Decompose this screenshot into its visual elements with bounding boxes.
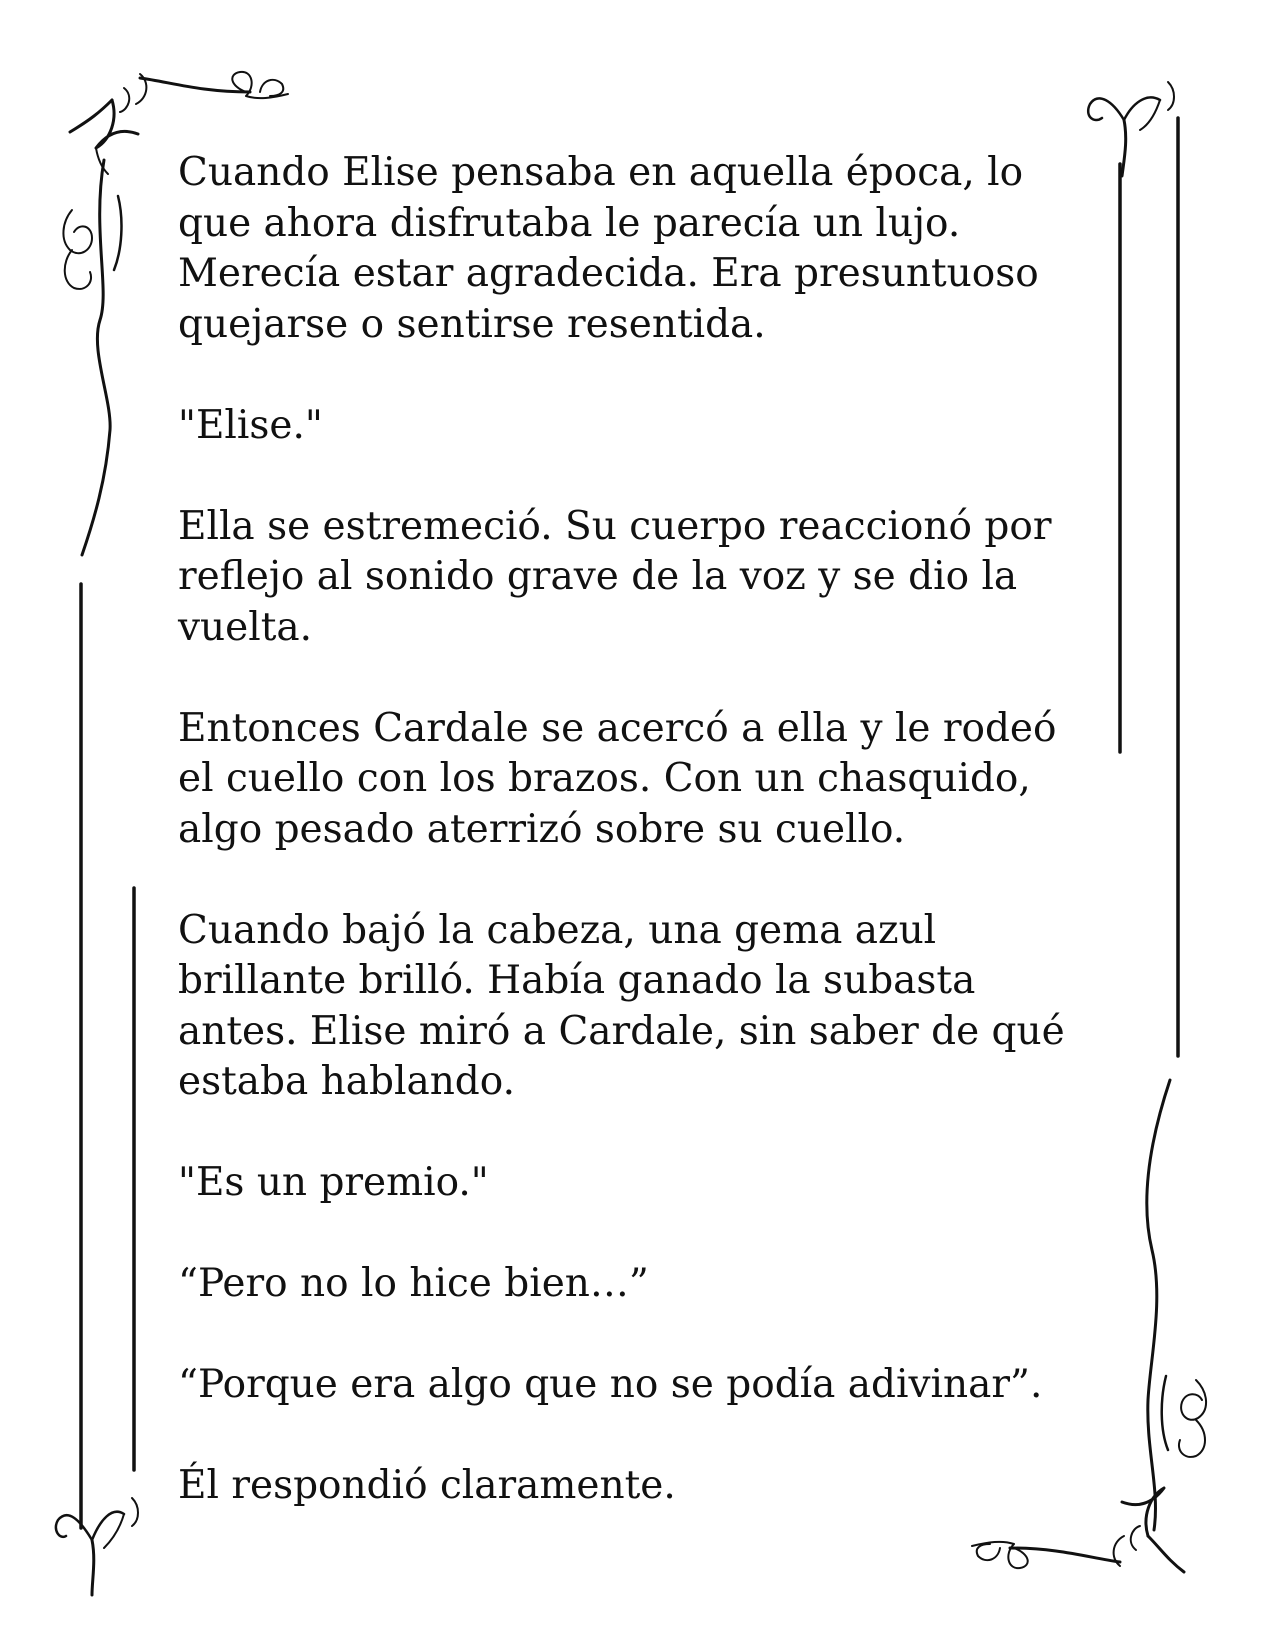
paragraph: "Elise." (178, 402, 323, 448)
paragraph: "Es un premio." (178, 1160, 489, 1205)
paragraph: “Pero no lo hice bien…” (178, 1261, 649, 1306)
paragraph: Él respondió claramente. (178, 1463, 676, 1508)
left-wavy-line (82, 160, 110, 555)
right-wavy-line (1147, 1080, 1170, 1530)
body-text (178, 148, 1098, 1512)
right-scroll-decoration (1162, 1376, 1206, 1457)
left-scroll-decoration (63, 196, 121, 289)
bottom-left-flourish (56, 1498, 138, 1595)
top-right-flourish (1088, 82, 1174, 176)
paragraph: Cuando bajó la cabeza, una gema azul brillante brilló. Había ganado la subasta antes. Elise miró a Cardale, sin saber de qué estaba hablando. (178, 907, 1065, 1104)
paragraph: Ella se estremeció. Su cuerpo reaccionó por reflejo al sonido grave de la voz y se dio la vuelta. (178, 503, 1052, 650)
paragraph: Entonces Cardale se acercó a ella y le rodeó el cuello con los brazos. Con un chasquido, algo pesado aterrizó sobre su cuello. (178, 705, 1057, 852)
paragraph: “Porque era algo que no se podía adivinar”. (178, 1362, 1043, 1407)
paragraph: Cuando Elise pensaba en aquella época, lo que ahora disfrutaba le parecía un lujo. Merecía estar agradecida. Era presuntuoso quejarse o sentirse resentida. (178, 150, 1039, 347)
